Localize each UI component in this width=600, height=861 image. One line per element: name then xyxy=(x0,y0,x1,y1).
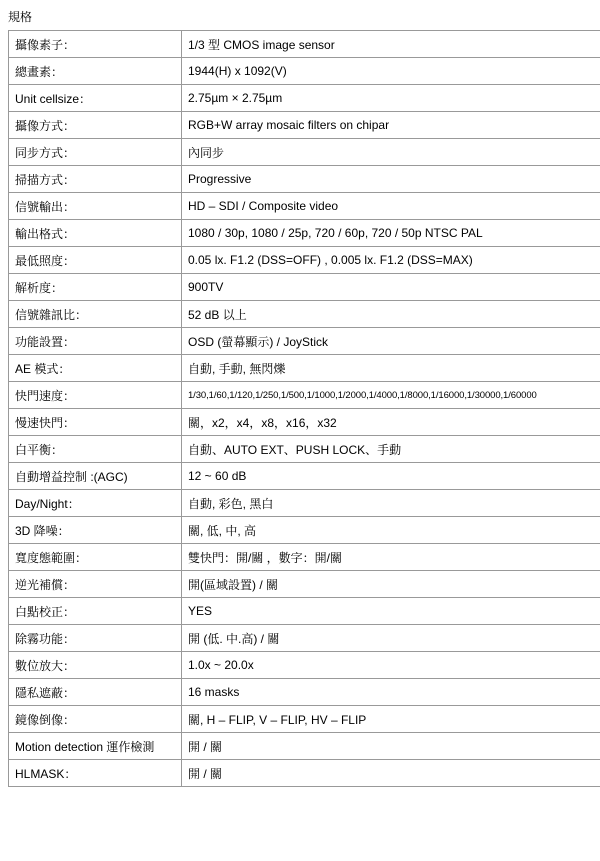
table-row xyxy=(9,625,600,652)
spec-value: 關, 低, 中, 高 xyxy=(182,517,600,544)
table-row xyxy=(9,382,600,409)
spec-label: 鏡像倒像： xyxy=(9,706,182,733)
spec-label: 總畫素： xyxy=(9,58,182,85)
spec-label: HLMASK： xyxy=(9,760,182,787)
table-row xyxy=(9,31,600,58)
spec-label: 攝像方式： xyxy=(9,112,182,139)
spec-value: 1/3 型 CMOS image sensor xyxy=(182,31,600,58)
spec-value: 0.05 lx. F1.2 (DSS=OFF) , 0.005 lx. F1.2 (DSS=MAX) xyxy=(182,247,600,274)
page-title: 規格 xyxy=(8,10,33,24)
spec-label: 自動增益控制 :(AGC) xyxy=(9,463,182,490)
specification-table xyxy=(8,30,600,787)
table-row xyxy=(9,85,600,112)
table-row xyxy=(9,706,600,733)
spec-value: 52 dB 以上 xyxy=(182,301,600,328)
spec-label: 慢速快門： xyxy=(9,409,182,436)
table-row xyxy=(9,355,600,382)
spec-value: 開 / 關 xyxy=(182,733,600,760)
spec-value: 開(區域設置) / 關 xyxy=(182,571,600,598)
spec-label: Unit cellsize： xyxy=(9,85,182,112)
table-row xyxy=(9,679,600,706)
table-row xyxy=(9,760,600,787)
table-row xyxy=(9,733,600,760)
table-body xyxy=(9,31,600,787)
spec-value: 自動, 手動, 無閃爍 xyxy=(182,355,600,382)
spec-label: 解析度： xyxy=(9,274,182,301)
table-row xyxy=(9,193,600,220)
table-row xyxy=(9,301,600,328)
spec-value: OSD (螢幕顯示) / JoyStick xyxy=(182,328,600,355)
table-row xyxy=(9,220,600,247)
spec-value: HD – SDI / Composite video xyxy=(182,193,600,220)
table-row xyxy=(9,112,600,139)
spec-value: 開 (低. 中.高) / 關 xyxy=(182,625,600,652)
table-row xyxy=(9,409,600,436)
spec-label: 信號輸出： xyxy=(9,193,182,220)
spec-label: 除霧功能： xyxy=(9,625,182,652)
spec-label: 輸出格式： xyxy=(9,220,182,247)
spec-value: 12 ~ 60 dB xyxy=(182,463,600,490)
table-row xyxy=(9,490,600,517)
table-row xyxy=(9,328,600,355)
table-row xyxy=(9,436,600,463)
table-row xyxy=(9,652,600,679)
spec-value: 16 masks xyxy=(182,679,600,706)
spec-label: 白平衡： xyxy=(9,436,182,463)
spec-value: 關, H – FLIP, V – FLIP, HV – FLIP xyxy=(182,706,600,733)
spec-label: 同步方式： xyxy=(9,139,182,166)
spec-value: 自動、AUTO EXT、PUSH LOCK、手動 xyxy=(182,436,600,463)
spec-label: 隱私遮蔽： xyxy=(9,679,182,706)
spec-label: Motion detection 運作檢測 xyxy=(9,733,182,760)
spec-value: RGB+W array mosaic filters on chipar xyxy=(182,112,600,139)
spec-label: 3D 降噪： xyxy=(9,517,182,544)
spec-label: 掃描方式： xyxy=(9,166,182,193)
spec-value: 內同步 xyxy=(182,139,600,166)
spec-value: YES xyxy=(182,598,600,625)
table-row xyxy=(9,247,600,274)
spec-value: 1/30,1/60,1/120,1/250,1/500,1/1000,1/2000,1/4000,1/8000,1/16000,1/30000,1/60000 xyxy=(182,382,600,409)
spec-value: 關，x2，x4，x8，x16，x32 xyxy=(182,409,600,436)
table-row xyxy=(9,139,600,166)
spec-label: 攝像素子： xyxy=(9,31,182,58)
spec-label: 功能設置： xyxy=(9,328,182,355)
spec-label: Day/Night： xyxy=(9,490,182,517)
spec-value: Progressive xyxy=(182,166,600,193)
spec-label: 數位放大： xyxy=(9,652,182,679)
spec-value: 1080 / 30p, 1080 / 25p, 720 / 60p, 720 / 50p NTSC PAL xyxy=(182,220,600,247)
table-row xyxy=(9,517,600,544)
table-row xyxy=(9,571,600,598)
spec-label: AE 模式： xyxy=(9,355,182,382)
table-row xyxy=(9,274,600,301)
table-row xyxy=(9,166,600,193)
table-row xyxy=(9,463,600,490)
spec-value: 雙快門：開/關 ，數字：開/關 xyxy=(182,544,600,571)
spec-value: 1944(H) x 1092(V) xyxy=(182,58,600,85)
spec-label: 信號雜訊比： xyxy=(9,301,182,328)
table-row xyxy=(9,598,600,625)
table-row xyxy=(9,544,600,571)
table-row xyxy=(9,58,600,85)
spec-label: 最低照度： xyxy=(9,247,182,274)
spec-value: 開 / 關 xyxy=(182,760,600,787)
spec-value: 2.75µm × 2.75µm xyxy=(182,85,600,112)
spec-label: 快門速度： xyxy=(9,382,182,409)
spec-label: 逆光補償： xyxy=(9,571,182,598)
spec-value: 自動, 彩色, 黑白 xyxy=(182,490,600,517)
spec-label: 寬度態範圍： xyxy=(9,544,182,571)
spec-label: 白點校正： xyxy=(9,598,182,625)
spec-value: 1.0x ~ 20.0x xyxy=(182,652,600,679)
spec-value: 900TV xyxy=(182,274,600,301)
